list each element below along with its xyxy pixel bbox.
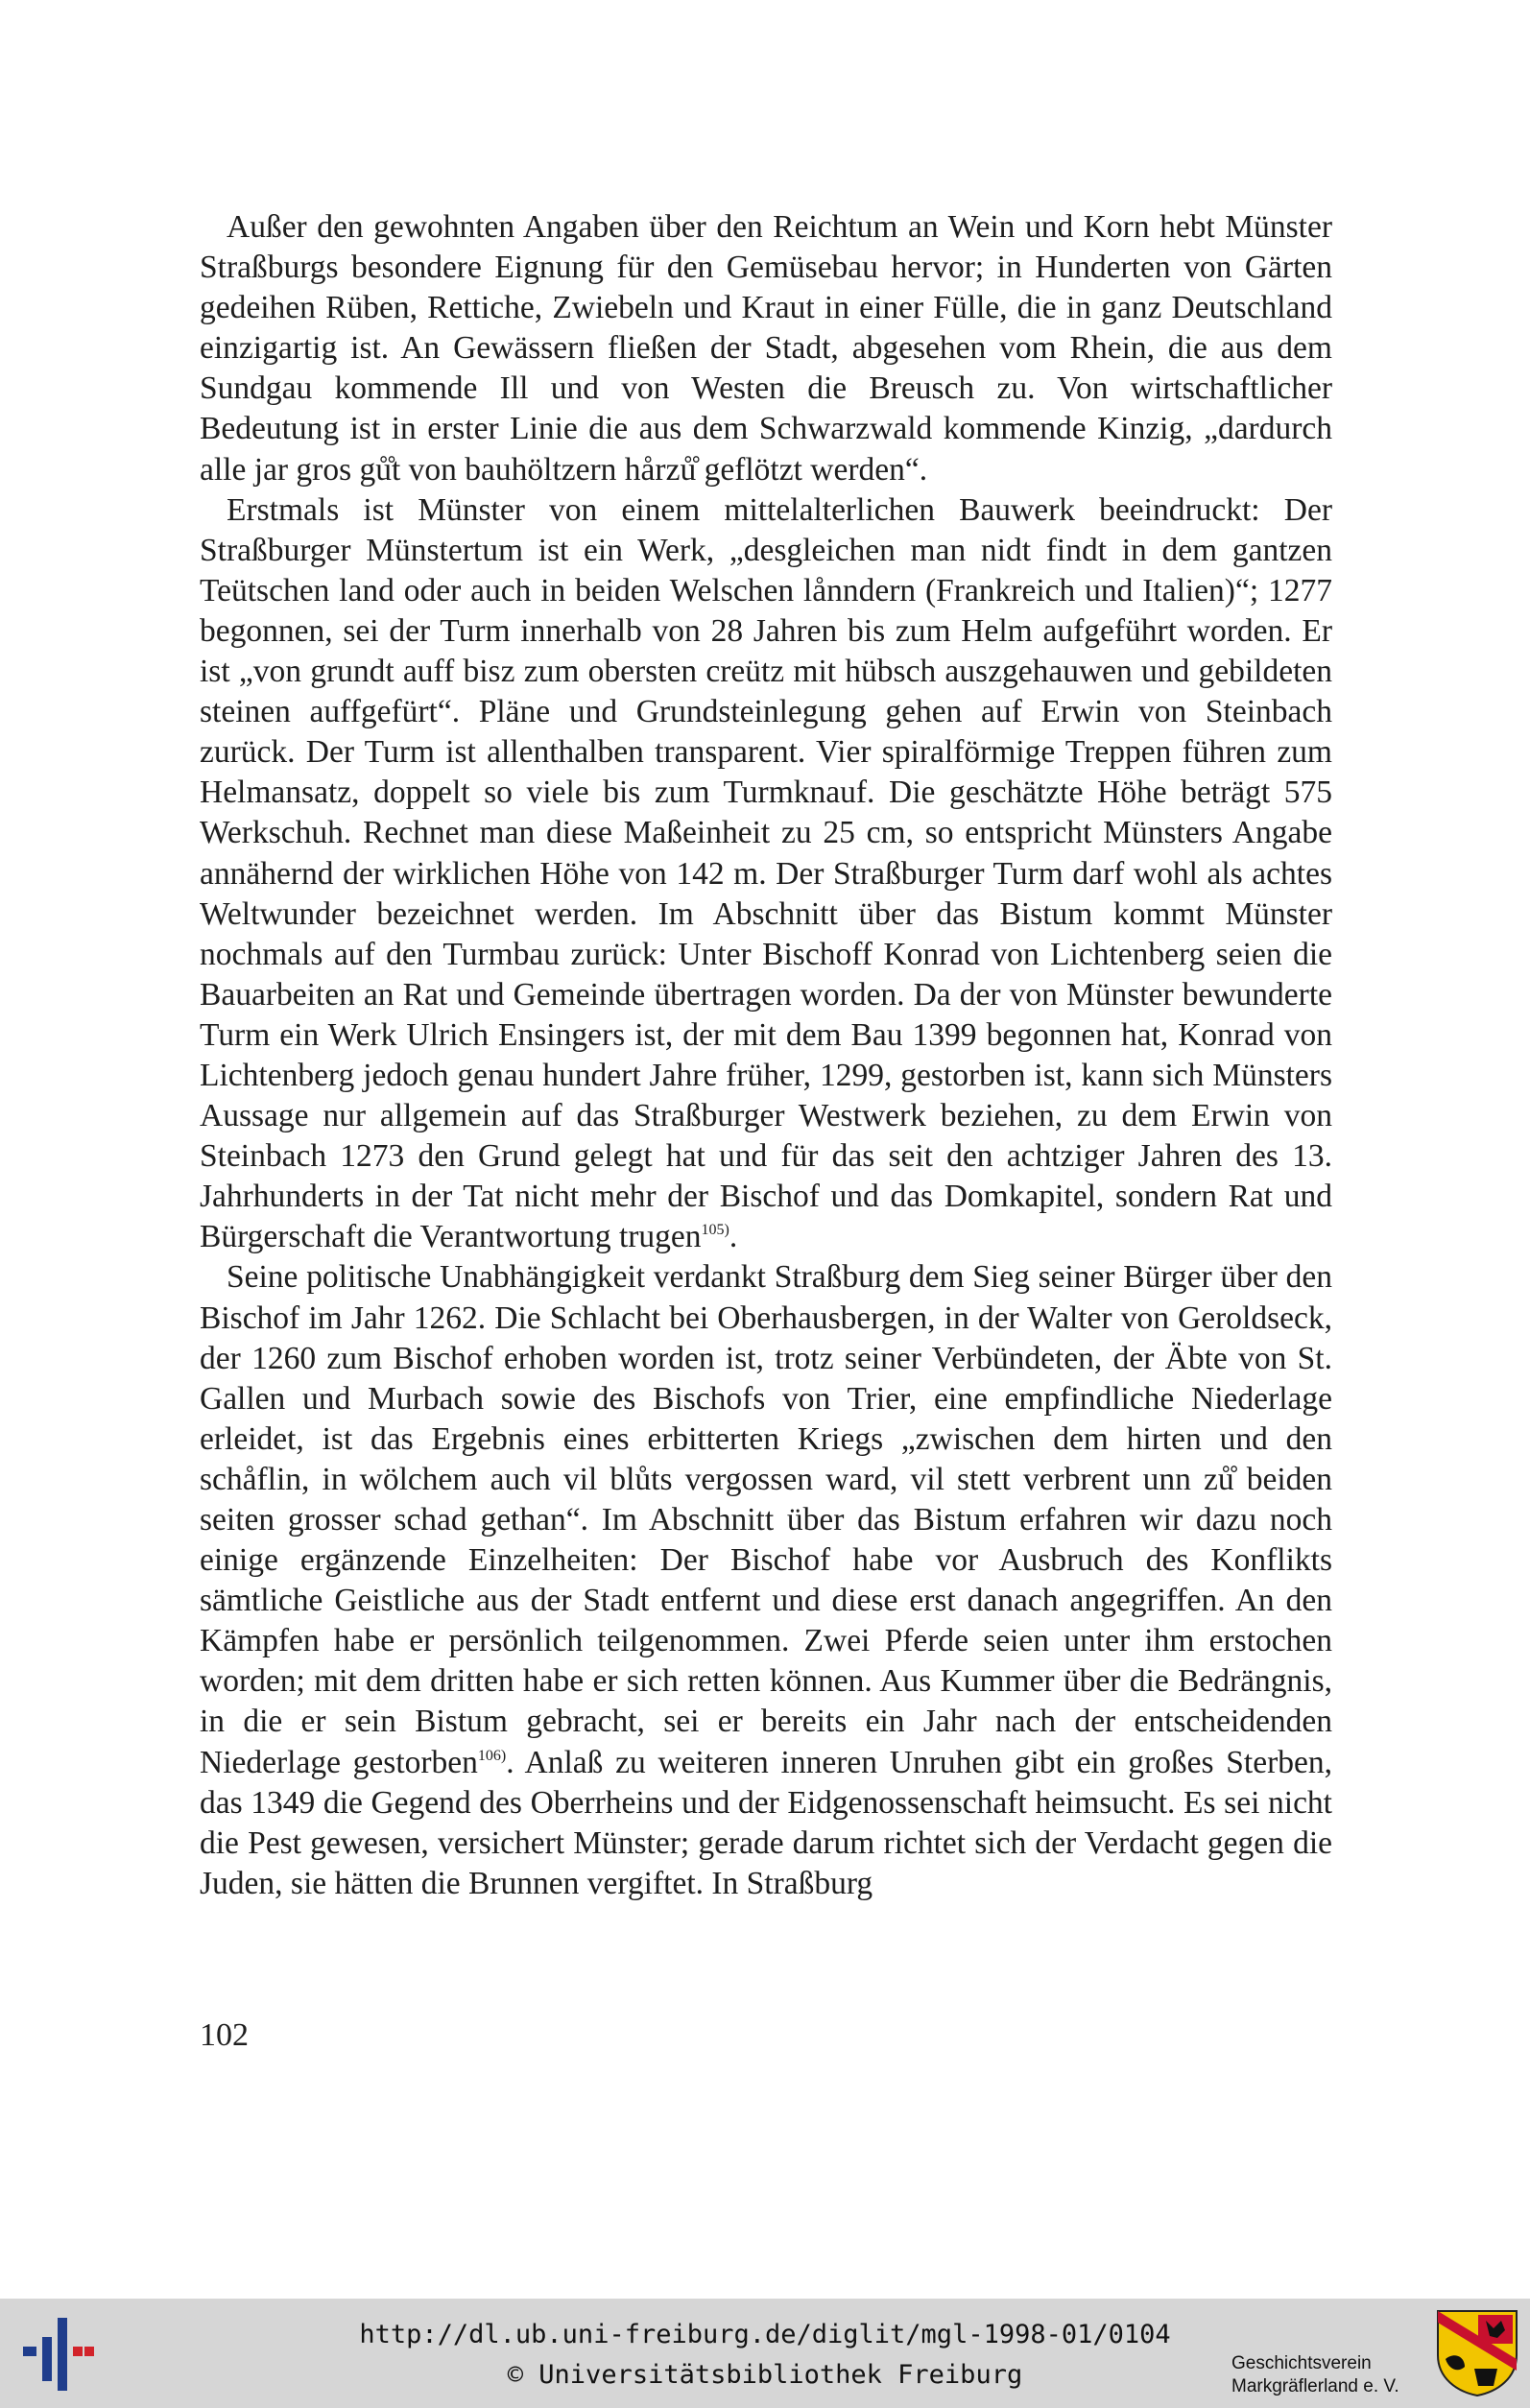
footer-org-line-1: Geschichtsverein xyxy=(1231,2353,1372,2373)
footer-bar xyxy=(0,2299,1530,2408)
footnote-ref-105: 105) xyxy=(701,1222,729,1239)
paragraph-3-text: Seine politische Unabhängigkeit verdankt Straßburg dem Sieg seiner Bürger über den Bischof im Jahr 1262. Die Schlacht bei Oberhausbergen, in der Walter von Geroldseck, der 1260 zum Bischof erhoben worden ist, trotz seiner Verbündeten, der Äbte von St. Gallen und Murbach sowie des Bischofs von Trier, eine empfindliche Niederlage erleidet, ist das Ergebnis eines erbitterten Kriegs „zwischen dem hirten und den schåflin, in wölchem auch vil blůts vergossen ward, vil stett verbrent unn zů̊ beiden seiten grosser schad gethan“. Im Abschnitt über das Bistum erfahren wir dazu noch einige ergänzende Einzelheiten: Der Bischof habe vor Ausbruch des Konflikts sämtliche Geistliche aus der Stadt entfernt und diese erst danach angegriffen. An den Kämpfen habe er persönlich teilgenommen. Zwei Pferde seien unter ihm erstochen worden; mit dem dritten habe er sich retten können. Aus Kummer über die Bedrängnis, in die er sein Bistum gebracht, sei er bereits ein Jahr nach der entscheidenden Niederlage gestorben xyxy=(200,1259,1332,1780)
footnote-ref-106: 106) xyxy=(477,1747,507,1764)
paragraph-3 xyxy=(200,1257,1332,1904)
coat-of-arms-icon xyxy=(1436,2309,1518,2397)
footer-url-link[interactable]: http://dl.ub.uni-freiburg.de/diglit/mgl-1998-01/0104 xyxy=(359,2320,1171,2349)
paragraph-2-text: Erstmals ist Münster von einem mittelalterlichen Bauwerk beeindruckt: Der Straßburger Münstertum ist ein Werk, „desgleichen man nidt findt in dem gantzen Teütschen land oder auch in beiden Welschen lånndern (Frankreich und Italien)“; 1277 begonnen, sei der Turm innerhalb von 28 Jahren bis zum Helm aufgeführt worden. Er ist „von grundt auff bisz zum obersten creütz mit hübsch auszgehauwen und gebildeten steinen auffgefürt“. Pläne und Grundsteinlegung gehen auf Erwin von Steinbach zurück. Der Turm ist allenthalben transparent. Vier spiralförmige Treppen führen zum Helmansatz, doppelt so viele bis zum Turmknauf. Die geschätzte Höhe beträgt 575 Werkschuh. Rechnet man diese Maßeinheit zu 25 cm, so entspricht Münsters Angabe annähernd der wirklichen Höhe von 142 m. Der Straßburger Turm darf wohl als achtes Weltwunder bezeichnet werden. Im Abschnitt über das Bistum kommt Münster nochmals auf den Turmbau zurück: Unter Bischoff Konrad von Lichtenberg seien die Bauarbeiten an Rat und Gemeinde übertragen worden. Da der von Münster bewunderte Turm ein Werk Ulrich Ensingers ist, der mit dem Bau 1399 begonnen hat, Konrad von Lichtenberg jedoch genau hundert Jahre früher, 1299, gestorben ist, kann sich Münsters Aussage nur allgemein auf das Straßburger Westwerk beziehen, zu dem Erwin von Steinbach 1273 den Grund gelegt hat und für das seit den achtziger Jahren des 13. Jahrhunderts in der Tat nicht mehr der Bischof und das Domkapitel, sondern Rat und Bürgerschaft die Verantwortung trugen xyxy=(200,491,1332,1255)
footer-organization xyxy=(1231,2352,1399,2398)
paragraph-2-end: . xyxy=(729,1219,738,1255)
paragraph-3-continuation: . Anlaß zu weiteren inneren Unruhen gibt ein großes Sterben, das 1349 die Gegend des Oberrheins und der Eidgenossenschaft heimsucht. Es sei nicht die Pest gewesen, versichert Münster; gerade darum richtet sich der Verdacht gegen die Juden, sie hätten die Brunnen vergiftet. In Straßburg xyxy=(200,1744,1332,1901)
paragraph-2 xyxy=(200,490,1332,1258)
page-number: 102 xyxy=(200,2017,249,2053)
footer-copyright: © Universitätsbibliothek Freiburg xyxy=(507,2360,1023,2390)
body-text xyxy=(200,207,1332,1904)
paragraph-1: Außer den gewohnten Angaben über den Reichtum an Wein und Korn hebt Münster Straßburgs besondere Eignung für den Gemüsebau hervor; in Hunderten von Gärten gedeihen Rüben, Rettiche, Zwiebeln und Kraut in einer Fülle, die in ganz Deutschland einzigartig ist. An Gewässern fließen der Stadt, abgesehen vom Rhein, die aus dem Sundgau kommende Ill und von Westen die Breusch zu. Von wirtschaftlicher Bedeutung ist in erster Linie die aus dem Schwarzwald kommende Kinzig, „dardurch alle jar gros gů̊t von bauhöltzern hårzů̊ geflötzt werden“. xyxy=(200,209,1332,488)
footer-org-line-2: Markgräflerland e. V. xyxy=(1231,2376,1399,2396)
